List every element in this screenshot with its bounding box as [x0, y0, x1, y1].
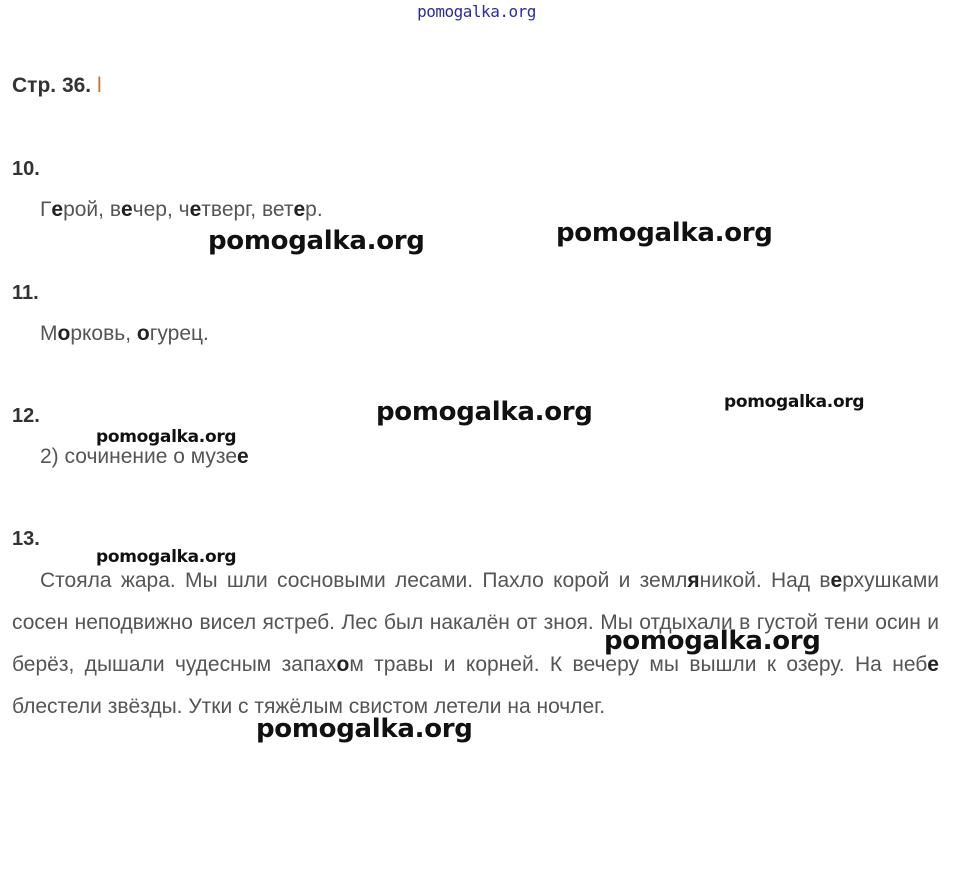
text-run: блестели звёзды. Утки с тяжёлым свистом летели на ночлег. — [12, 695, 606, 718]
page-reference-text: Стр. 36. — [12, 74, 92, 97]
watermark: pomogalka.org — [96, 547, 237, 567]
highlighted-letter: о — [57, 322, 71, 345]
text-run: Г — [40, 198, 52, 221]
page-reference-mark: l — [96, 74, 102, 97]
highlighted-letter: е — [927, 653, 939, 676]
text-run: тверг, вет — [201, 198, 294, 221]
task-answer-12 — [40, 445, 249, 469]
text-run: е — [225, 445, 238, 468]
watermark: pomogalka.org — [556, 218, 773, 248]
watermark: pomogalka.org — [724, 392, 865, 412]
text-run: гурец. — [149, 322, 209, 345]
text-run: рхушками сосен неподвижно висел ястреб. Лес был накалён от зноя. Мы отдыхали в густой тени осин и берёз, дышали чудесным запах — [12, 569, 940, 676]
highlighted-letter: е — [830, 569, 843, 592]
task-answer-11 — [40, 322, 209, 346]
text-run: 2) сочинение о муз — [40, 445, 226, 468]
text-run: рковь, — [70, 322, 137, 345]
highlighted-letter: е — [51, 198, 64, 221]
text-run: рой, в — [63, 198, 121, 221]
highlighted-letter: я — [687, 569, 700, 592]
highlighted-letter: е — [293, 198, 306, 221]
highlighted-letter: е — [120, 198, 133, 221]
text-run: Стояла жара. Мы шли сосновыми лесами. Пахло корой и земл — [40, 569, 688, 592]
watermark: pomogalka.org — [256, 714, 473, 744]
task-number-13: 13. — [12, 528, 40, 550]
task-number-10: 10. — [12, 158, 40, 180]
highlighted-letter: е — [237, 445, 249, 468]
watermark: pomogalka.org — [604, 626, 821, 656]
text-run: никой. Над в — [699, 569, 831, 592]
task-number-12: 12. — [12, 405, 40, 427]
text-run: м травы и корней. К вечеру мы вышли к озеру. На неб — [349, 653, 928, 676]
highlighted-letter: о — [136, 322, 150, 345]
task-number-11: 11. — [12, 282, 39, 304]
page-reference — [12, 74, 102, 98]
text-run: М — [40, 322, 58, 345]
watermark: pomogalka.org — [208, 226, 425, 256]
watermark: pomogalka.org — [96, 427, 237, 447]
site-watermark-header: pomogalka.org — [417, 2, 536, 21]
watermark: pomogalka.org — [376, 397, 593, 427]
task-answer-10 — [40, 198, 323, 222]
text-run: чер, ч — [132, 198, 190, 221]
highlighted-letter: о — [336, 653, 350, 676]
text-run: р. — [305, 198, 323, 221]
highlighted-letter: е — [189, 198, 202, 221]
